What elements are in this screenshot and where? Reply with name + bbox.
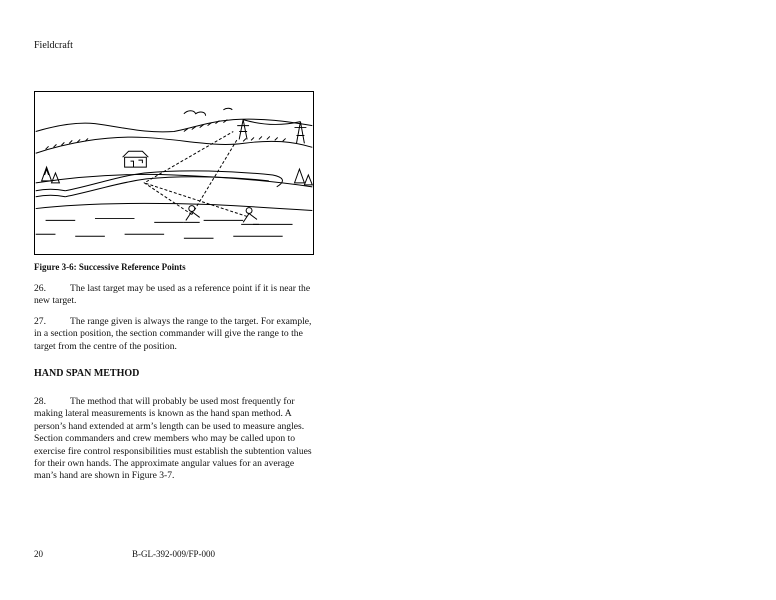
figure-caption: Figure 3-6: Successive Reference Points [34, 262, 186, 272]
paragraph-27 [34, 316, 318, 353]
paragraph-number: 28. [34, 396, 46, 407]
section-heading: HAND SPAN METHOD [34, 368, 140, 379]
paragraph-text: The range given is always the range to the target. For example, in a section position, the section commander will give the range to the target from the centre of the position. [34, 316, 312, 352]
paragraph-26 [34, 283, 318, 308]
landscape-illustration [35, 92, 313, 254]
paragraph-28 [34, 396, 318, 483]
paragraph-text: The method that will probably be used most frequently for making lateral measurements is known as the hand span method. A person’s hand extended at arm’s length can be used to measure angles. Section commanders and crew members who may be called upon to exercise fire control responsibilities must establish the subtention values for their own hands. The approximate angular values for an average man’s hand are shown in Figure 3-7. [34, 396, 312, 482]
page-number: 20 [34, 549, 43, 559]
running-header: Fieldcraft [34, 40, 73, 51]
paragraph-number: 27. [34, 316, 46, 327]
figure-successive-reference-points [34, 91, 314, 255]
paragraph-text: The last target may be used as a reference point if it is near the new target. [34, 283, 311, 307]
paragraph-number: 26. [34, 283, 46, 294]
document-id: B-GL-392-009/FP-000 [132, 549, 215, 559]
